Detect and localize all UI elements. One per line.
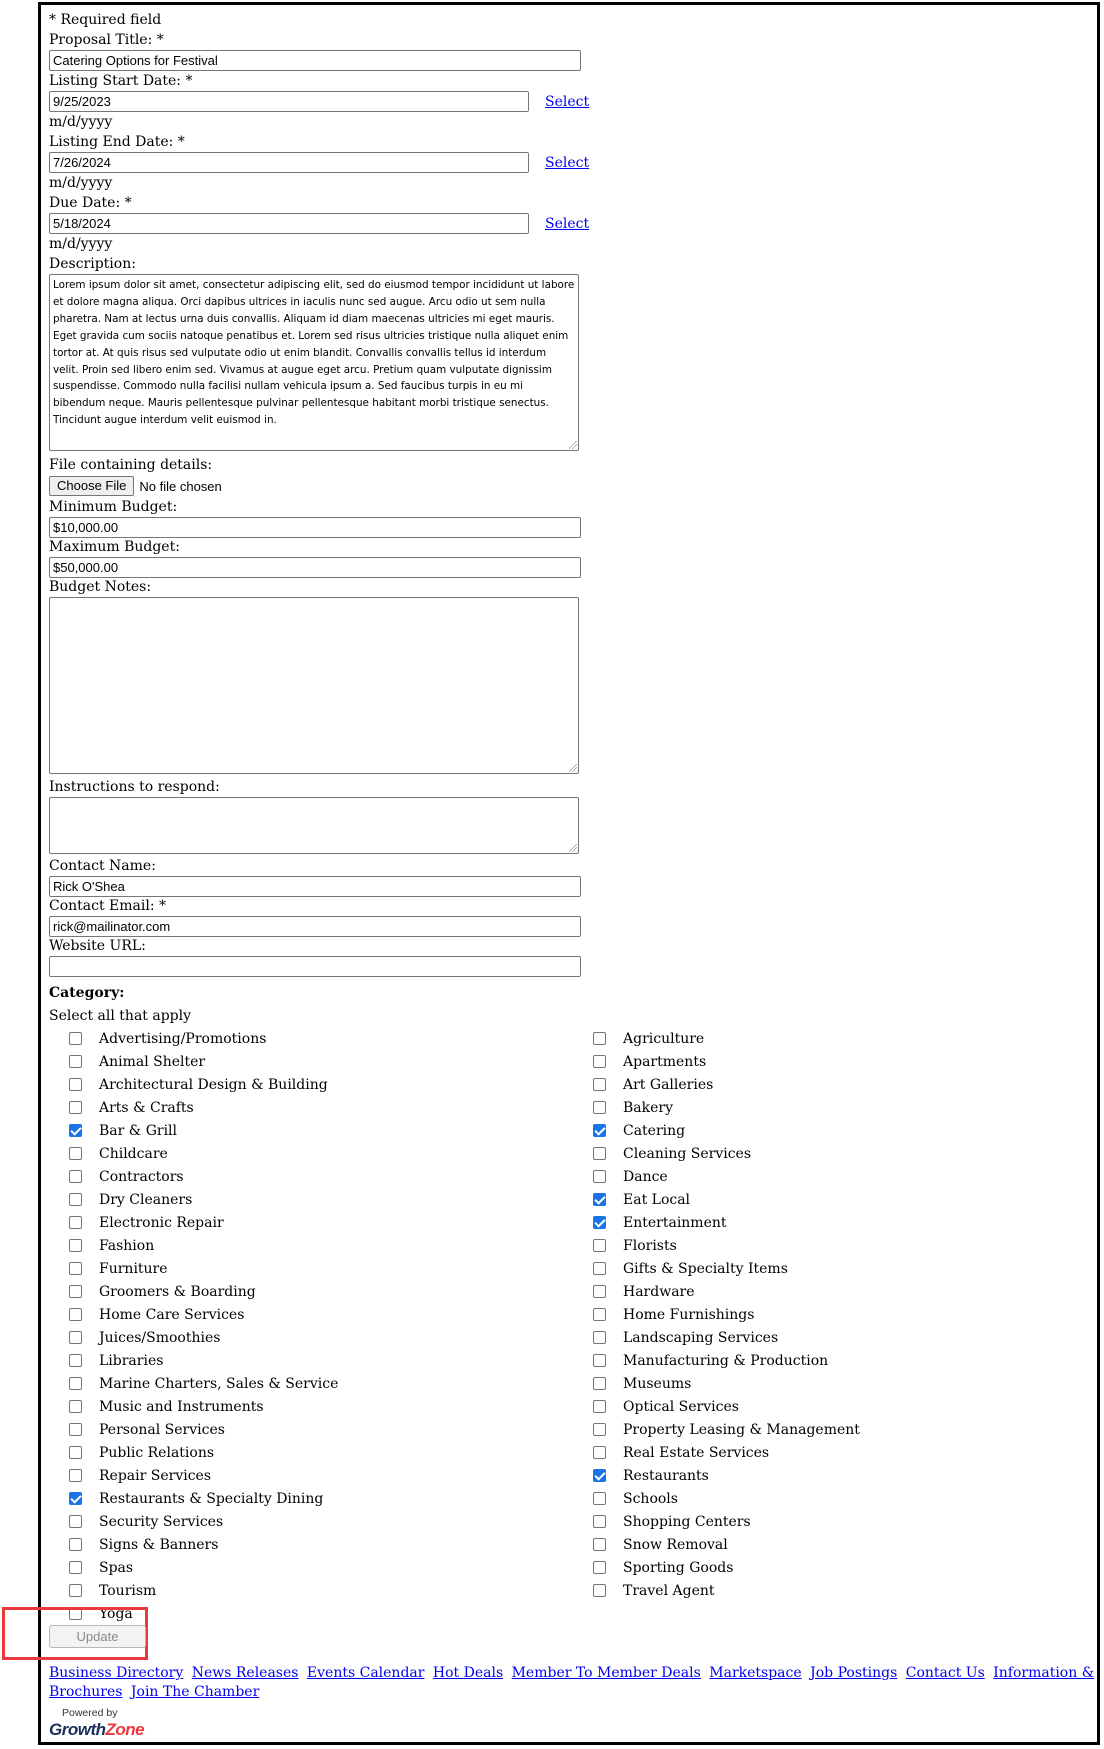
category-checkbox[interactable] (69, 1032, 82, 1045)
instructions-textarea[interactable] (49, 797, 579, 854)
category-label: Agriculture (623, 1030, 705, 1047)
required-note: * Required field (49, 12, 162, 28)
category-label: Electronic Repair (99, 1214, 224, 1231)
category-checkbox[interactable] (593, 1239, 606, 1252)
max-budget-input[interactable]: $50,000.00 (49, 557, 581, 578)
listing-start-label: Listing Start Date: * (49, 73, 193, 89)
category-option-manufacturing-and-production[interactable] (573, 1349, 860, 1372)
category-checkbox[interactable] (593, 1032, 606, 1045)
category-checkbox[interactable] (593, 1078, 606, 1091)
category-option-architectural-design-and-building[interactable] (49, 1073, 338, 1096)
category-checkbox[interactable] (593, 1147, 606, 1160)
category-checkbox[interactable] (69, 1492, 82, 1505)
resize-handle-icon[interactable] (569, 764, 577, 772)
category-checkbox[interactable] (593, 1262, 606, 1275)
category-label: Advertising/Promotions (99, 1030, 267, 1047)
category-checkbox[interactable] (69, 1193, 82, 1206)
budget-notes-label: Budget Notes: (49, 579, 152, 595)
category-label: Property Leasing & Management (623, 1421, 860, 1438)
footer-links (49, 1664, 1099, 1702)
category-label: Spas (99, 1559, 134, 1576)
footer-link-job-postings[interactable]: Job Postings (810, 1665, 898, 1681)
category-label: Restaurants (623, 1467, 709, 1484)
category-checkbox[interactable] (69, 1308, 82, 1321)
category-checkbox[interactable] (593, 1400, 606, 1413)
category-option-art-galleries[interactable] (573, 1073, 860, 1096)
category-checkbox[interactable] (593, 1561, 606, 1574)
website-input[interactable] (49, 956, 581, 977)
category-option-security-services[interactable] (49, 1510, 338, 1533)
contact-name-input[interactable]: Rick O'Shea (49, 876, 581, 897)
resize-handle-icon[interactable] (569, 844, 577, 852)
footer-link-member-to-member-deals[interactable]: Member To Member Deals (511, 1665, 701, 1681)
category-label: Catering (623, 1122, 686, 1139)
category-option-bakery[interactable] (573, 1096, 860, 1119)
growthzone-logo[interactable] (49, 1720, 144, 1740)
category-checkbox[interactable] (593, 1492, 606, 1505)
category-option-public-relations[interactable] (49, 1441, 338, 1464)
category-label: Bakery (623, 1099, 674, 1116)
choose-file-button[interactable]: Choose File (49, 476, 134, 496)
category-option-libraries[interactable] (49, 1349, 338, 1372)
listing-start-input[interactable]: 9/25/2023 (49, 91, 529, 112)
category-option-tourism[interactable] (49, 1579, 338, 1602)
category-option-snow-removal[interactable] (573, 1533, 860, 1556)
category-checkbox[interactable] (69, 1262, 82, 1275)
category-checkbox[interactable] (69, 1515, 82, 1528)
category-checkbox[interactable] (69, 1469, 82, 1482)
category-label: Entertainment (623, 1214, 727, 1231)
category-label: Contractors (99, 1168, 184, 1185)
category-checkbox[interactable] (593, 1538, 606, 1551)
category-label: Architectural Design & Building (99, 1076, 328, 1093)
category-checkbox[interactable] (593, 1055, 606, 1068)
category-option-catering[interactable] (573, 1119, 860, 1142)
category-option-bar-and-grill[interactable] (49, 1119, 338, 1142)
category-option-real-estate-services[interactable] (573, 1441, 860, 1464)
due-date-select-link[interactable]: Select (545, 215, 590, 232)
category-label: Music and Instruments (99, 1398, 264, 1415)
file-status: No file chosen (139, 478, 222, 494)
contact-name-label: Contact Name: (49, 858, 156, 874)
category-checkbox[interactable] (69, 1124, 82, 1137)
footer-link-business-directory[interactable]: Business Directory (49, 1665, 184, 1681)
category-label: Eat Local (623, 1191, 691, 1208)
footer-link-contact-us[interactable]: Contact Us (905, 1665, 985, 1681)
powered-by-text: Powered by (62, 1707, 118, 1719)
category-label: Museums (623, 1375, 692, 1392)
description-text: Lorem ipsum dolor sit amet, consectetur adipiscing elit, sed do eiusmod tempor incididunt ut labore et dolore magna aliqua. Orci dapibus ultrices in iaculis nunc sed augue. Arcu odio ut sem nulla pharetra. Nam at lectus urna duis convallis. Aliquam id diam maecenas ultricies mi eget mauris. Eget gravida cum sociis natoque penatibus et. Lorem sed risus ultricies tristique nulla aliquet enim tortor at. At quis risus sed vulputate odio ut enim blandit. Convallis convallis tellus id interdum velit. Proin sed libero enim sed. Vivamus at augue eget arcu. Pretium quam vulputate dignissim suspendisse. Commodo nulla facilisi nullam vehicula ipsum a. Sed faucibus turpis in eu mi bibendum neque. Mauris pellentesque pulvinar pellentesque habitant morbi tristique senectus. Tincidunt augue interdum velit euismod in. (53, 279, 575, 427)
category-checkbox[interactable] (69, 1147, 82, 1160)
due-date-format: m/d/yyyy (49, 236, 113, 252)
listing-end-select-link[interactable]: Select (545, 154, 590, 171)
listing-end-input[interactable]: 7/26/2024 (49, 152, 529, 173)
category-option-restaurants-and-specialty-dining[interactable] (49, 1487, 338, 1510)
category-checkbox[interactable] (593, 1170, 606, 1183)
category-checkbox[interactable] (69, 1101, 82, 1114)
footer-link-hot-deals[interactable]: Hot Deals (432, 1665, 504, 1681)
category-option-agriculture[interactable] (573, 1027, 860, 1050)
category-label: Juices/Smoothies (99, 1329, 221, 1346)
category-checkbox[interactable] (593, 1377, 606, 1390)
category-checkbox[interactable] (593, 1584, 606, 1597)
category-checkbox[interactable] (69, 1538, 82, 1551)
category-label: Tourism (99, 1582, 157, 1599)
category-checkbox[interactable] (593, 1354, 606, 1367)
category-option-property-leasing-and-management[interactable] (573, 1418, 860, 1441)
category-label: Cleaning Services (623, 1145, 752, 1162)
category-checkbox[interactable] (69, 1400, 82, 1413)
footer-link-events-calendar[interactable]: Events Calendar (306, 1665, 425, 1681)
category-label: Home Care Services (99, 1306, 245, 1323)
min-budget-label: Minimum Budget: (49, 499, 178, 515)
category-option-spas[interactable] (49, 1556, 338, 1579)
contact-email-input[interactable]: rick@mailinator.com (49, 916, 581, 937)
category-option-florists[interactable] (573, 1234, 860, 1257)
category-option-electronic-repair[interactable] (49, 1211, 338, 1234)
category-checkbox[interactable] (69, 1377, 82, 1390)
category-label: Dry Cleaners (99, 1191, 193, 1208)
category-label: Repair Services (99, 1467, 212, 1484)
footer-link-news-releases[interactable]: News Releases (191, 1665, 299, 1681)
category-option-hardware[interactable] (573, 1280, 860, 1303)
category-label: Schools (623, 1490, 678, 1507)
category-option-home-furnishings[interactable] (573, 1303, 860, 1326)
category-checkbox[interactable] (69, 1216, 82, 1229)
category-option-signs-and-banners[interactable] (49, 1533, 338, 1556)
category-option-landscaping-services[interactable] (573, 1326, 860, 1349)
proposal-form (49, 10, 1099, 1622)
category-checkbox[interactable] (69, 1561, 82, 1574)
category-checkbox[interactable] (69, 1354, 82, 1367)
category-label: Fashion (99, 1237, 155, 1254)
category-label: Childcare (99, 1145, 168, 1162)
proposal-title-input[interactable]: Catering Options for Festival (49, 50, 581, 71)
category-option-apartments[interactable] (573, 1050, 860, 1073)
category-checkbox[interactable] (593, 1124, 606, 1137)
category-label: Manufacturing & Production (623, 1352, 829, 1369)
category-checkbox[interactable] (593, 1101, 606, 1114)
logo-zone-text: Zone (105, 1720, 145, 1739)
category-checkbox[interactable] (593, 1308, 606, 1321)
resize-handle-icon[interactable] (569, 441, 577, 449)
category-title: Category: (49, 985, 125, 1001)
category-option-entertainment[interactable] (573, 1211, 860, 1234)
category-list (49, 1027, 1099, 1622)
category-label: Dance (623, 1168, 668, 1185)
contact-email-label: Contact Email: * (49, 898, 167, 914)
category-checkbox[interactable] (69, 1239, 82, 1252)
category-hint: Select all that apply (49, 1008, 192, 1024)
max-budget-label: Maximum Budget: (49, 539, 180, 555)
category-label: Sporting Goods (623, 1559, 734, 1576)
category-option-arts-and-crafts[interactable] (49, 1096, 338, 1119)
category-checkbox[interactable] (69, 1078, 82, 1091)
category-option-schools[interactable] (573, 1487, 860, 1510)
category-label: Hardware (623, 1283, 695, 1300)
due-date-label: Due Date: * (49, 195, 132, 211)
category-label: Arts & Crafts (99, 1099, 194, 1116)
category-column-right (573, 1027, 860, 1602)
category-option-restaurants[interactable] (573, 1464, 860, 1487)
category-option-groomers-and-boarding[interactable] (49, 1280, 338, 1303)
footer-link-marketspace[interactable]: Marketspace (709, 1665, 802, 1681)
category-checkbox[interactable] (593, 1446, 606, 1459)
update-button[interactable]: Update (49, 1625, 146, 1648)
category-checkbox[interactable] (69, 1446, 82, 1459)
category-checkbox[interactable] (593, 1216, 606, 1229)
listing-end-label: Listing End Date: * (49, 134, 185, 150)
instructions-label: Instructions to respond: (49, 779, 220, 795)
min-budget-input[interactable]: $10,000.00 (49, 517, 581, 538)
category-label: Animal Shelter (99, 1053, 206, 1070)
category-option-travel-agent[interactable] (573, 1579, 860, 1602)
budget-notes-textarea[interactable] (49, 597, 579, 774)
logo-growth-text: Growth (49, 1720, 106, 1739)
category-checkbox[interactable] (69, 1584, 82, 1597)
category-option-sporting-goods[interactable] (573, 1556, 860, 1579)
listing-end-format: m/d/yyyy (49, 175, 113, 191)
category-option-eat-local[interactable] (573, 1188, 860, 1211)
category-checkbox[interactable] (69, 1170, 82, 1183)
listing-start-select-link[interactable]: Select (545, 93, 590, 110)
category-checkbox[interactable] (69, 1331, 82, 1344)
category-label: Libraries (99, 1352, 164, 1369)
category-option-shopping-centers[interactable] (573, 1510, 860, 1533)
category-option-fashion[interactable] (49, 1234, 338, 1257)
category-checkbox[interactable] (69, 1055, 82, 1068)
category-label: Travel Agent (623, 1582, 715, 1599)
category-option-gifts-and-specialty-items[interactable] (573, 1257, 860, 1280)
category-option-music-and-instruments[interactable] (49, 1395, 338, 1418)
category-option-juices-smoothies[interactable] (49, 1326, 338, 1349)
category-option-home-care-services[interactable] (49, 1303, 338, 1326)
category-checkbox[interactable] (593, 1193, 606, 1206)
category-label: Art Galleries (623, 1076, 714, 1093)
category-label: Apartments (623, 1053, 707, 1070)
category-option-optical-services[interactable] (573, 1395, 860, 1418)
footer-link-information-and-brochures[interactable]: Information & Brochures (49, 1665, 1095, 1700)
category-option-childcare[interactable] (49, 1142, 338, 1165)
category-label: Gifts & Specialty Items (623, 1260, 788, 1277)
footer-link-join-the-chamber[interactable]: Join The Chamber (130, 1684, 260, 1700)
category-option-contractors[interactable] (49, 1165, 338, 1188)
category-label: Yoga (99, 1605, 133, 1622)
category-checkbox[interactable] (593, 1423, 606, 1436)
proposal-title-label: Proposal Title: * (49, 32, 164, 48)
category-label: Security Services (99, 1513, 224, 1530)
category-label: Restaurants & Specialty Dining (99, 1490, 324, 1507)
category-label: Personal Services (99, 1421, 225, 1438)
category-label: Landscaping Services (623, 1329, 779, 1346)
category-option-dry-cleaners[interactable] (49, 1188, 338, 1211)
category-option-dance[interactable] (573, 1165, 860, 1188)
description-label: Description: (49, 256, 136, 272)
website-label: Website URL: (49, 938, 146, 954)
category-option-cleaning-services[interactable] (573, 1142, 860, 1165)
category-label: Home Furnishings (623, 1306, 755, 1323)
category-option-advertising-promotions[interactable] (49, 1027, 338, 1050)
category-option-personal-services[interactable] (49, 1418, 338, 1441)
listing-start-format: m/d/yyyy (49, 114, 113, 130)
category-label: Marine Charters, Sales & Service (99, 1375, 339, 1392)
category-option-marine-charters-sales-and-service[interactable] (49, 1372, 338, 1395)
category-checkbox[interactable] (69, 1285, 82, 1298)
category-label: Shopping Centers (623, 1513, 751, 1530)
category-checkbox[interactable] (593, 1285, 606, 1298)
category-label: Florists (623, 1237, 677, 1254)
due-date-input[interactable]: 5/18/2024 (49, 213, 529, 234)
category-option-furniture[interactable] (49, 1257, 338, 1280)
category-column-left (49, 1027, 338, 1625)
category-checkbox[interactable] (593, 1469, 606, 1482)
category-label: Snow Removal (623, 1536, 728, 1553)
category-label: Furniture (99, 1260, 168, 1277)
category-label: Real Estate Services (623, 1444, 770, 1461)
category-label: Bar & Grill (99, 1122, 177, 1139)
file-label: File containing details: (49, 457, 213, 473)
category-label: Optical Services (623, 1398, 739, 1415)
category-label: Groomers & Boarding (99, 1283, 256, 1300)
category-label: Signs & Banners (99, 1536, 219, 1553)
category-option-repair-services[interactable] (49, 1464, 338, 1487)
category-checkbox[interactable] (69, 1423, 82, 1436)
category-option-animal-shelter[interactable] (49, 1050, 338, 1073)
category-label: Public Relations (99, 1444, 215, 1461)
category-checkbox[interactable] (593, 1331, 606, 1344)
category-checkbox[interactable] (593, 1515, 606, 1528)
category-option-museums[interactable] (573, 1372, 860, 1395)
description-textarea[interactable] (49, 274, 579, 451)
